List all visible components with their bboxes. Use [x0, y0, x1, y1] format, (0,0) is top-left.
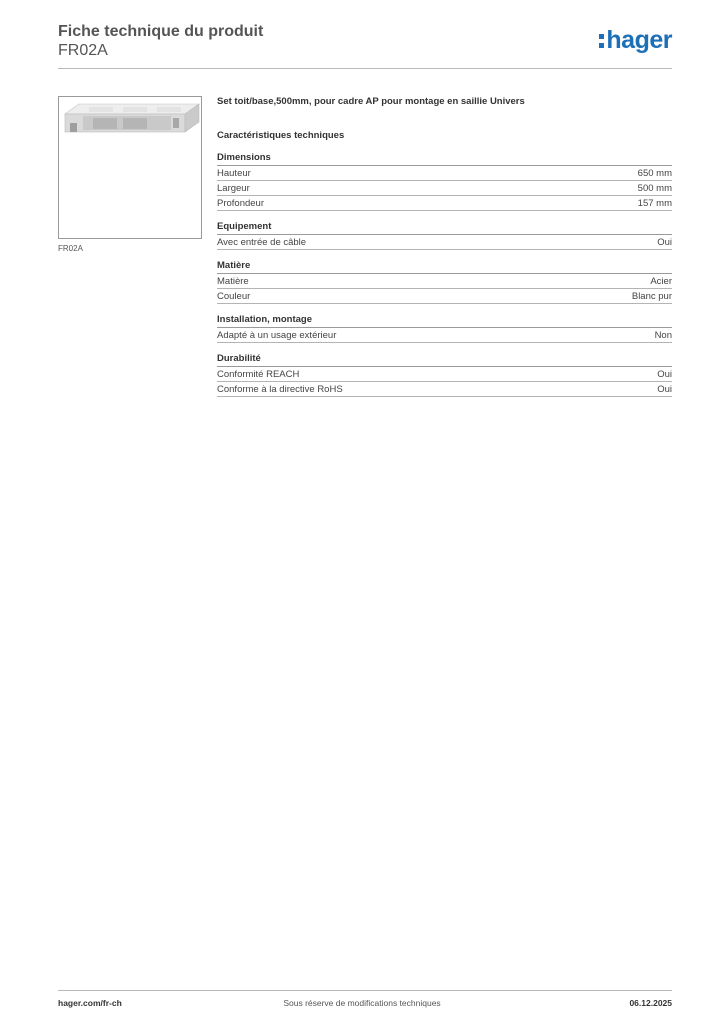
product-image-icon	[59, 97, 201, 238]
spec-value: Blanc pur	[631, 291, 672, 302]
spec-group-title: Equipement	[217, 221, 672, 235]
spec-group	[217, 260, 672, 304]
section-heading: Caractéristiques techniques	[217, 130, 345, 141]
header-divider	[58, 68, 672, 69]
spec-label: Couleur	[217, 291, 251, 302]
spec-group-title: Durabilité	[217, 353, 672, 367]
spec-value: 500 mm	[637, 183, 672, 194]
spec-value: Oui	[657, 369, 672, 380]
spec-row	[217, 166, 672, 181]
spec-label: Conforme à la directive RoHS	[217, 384, 343, 395]
spec-label: Conformité REACH	[217, 369, 300, 380]
product-details	[217, 96, 672, 397]
spec-row	[217, 235, 672, 250]
footer-divider	[58, 990, 672, 991]
spec-value: Acier	[650, 276, 672, 287]
characteristics-groups	[217, 152, 672, 397]
footer-date: 06.12.2025	[629, 998, 672, 1008]
spec-value: Oui	[657, 237, 672, 248]
spec-value: Oui	[657, 384, 672, 395]
document-header	[58, 22, 672, 60]
spec-group-title: Installation, montage	[217, 314, 672, 328]
spec-label: Largeur	[217, 183, 250, 194]
product-image-caption: FR02A	[58, 244, 83, 253]
spec-value: 650 mm	[637, 168, 672, 179]
document-title: Fiche technique du produit	[58, 23, 264, 40]
logo-dots-icon	[599, 32, 605, 49]
spec-row	[217, 328, 672, 343]
spec-group-title: Dimensions	[217, 152, 672, 166]
logo-text: hager	[606, 26, 672, 54]
product-description: Set toit/base,500mm, pour cadre AP pour montage en saillie Univers	[217, 96, 525, 107]
product-image	[58, 96, 202, 239]
spec-row	[217, 367, 672, 382]
footer-website: hager.com/fr-ch	[58, 998, 122, 1008]
spec-row	[217, 274, 672, 289]
hager-logo	[599, 26, 672, 55]
spec-row	[217, 196, 672, 211]
product-code: FR02A	[58, 42, 108, 59]
spec-group	[217, 314, 672, 343]
footer-notice: Sous réserve de modifications techniques	[283, 998, 441, 1008]
spec-row	[217, 289, 672, 304]
spec-row	[217, 382, 672, 397]
spec-label: Profondeur	[217, 198, 265, 209]
spec-group	[217, 353, 672, 397]
spec-group-title: Matière	[217, 260, 672, 274]
spec-group	[217, 152, 672, 211]
spec-value: 157 mm	[637, 198, 672, 209]
spec-group	[217, 221, 672, 250]
spec-label: Hauteur	[217, 168, 251, 179]
spec-label: Avec entrée de câble	[217, 237, 307, 248]
spec-label: Matière	[217, 276, 249, 287]
spec-label: Adapté à un usage extérieur	[217, 330, 337, 341]
spec-value: Non	[654, 330, 672, 341]
spec-row	[217, 181, 672, 196]
